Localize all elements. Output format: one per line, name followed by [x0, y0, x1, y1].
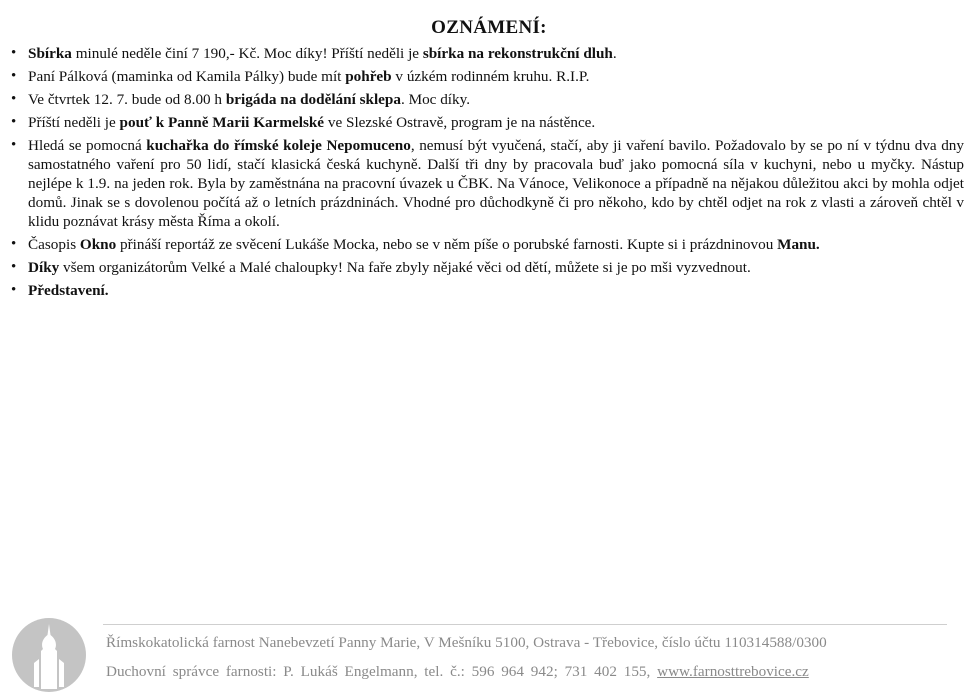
- list-item-introduction: [11, 279, 964, 302]
- item-text: . Moc díky.: [400, 91, 471, 108]
- bullet: •: [11, 259, 17, 275]
- bold-text: Okno: [79, 236, 117, 253]
- item-text: .: [612, 45, 617, 62]
- bold-text: sbírka na rekonstrukční dluh: [422, 45, 613, 62]
- announcement-title: OZNÁMENÍ:: [431, 17, 547, 38]
- item-text: ve Slezské Ostravě, program je na nástěnce.: [324, 114, 596, 131]
- church-logo-icon: [9, 615, 89, 695]
- bullet: •: [11, 114, 17, 130]
- list-item-thanks: [11, 256, 964, 279]
- item-text: Příští neděli je: [28, 114, 120, 131]
- bold-text: pohřeb: [345, 68, 392, 85]
- bullet: •: [11, 45, 17, 61]
- item-text: minulé neděle činí 7 190,- Kč. Moc díky! Příští neděli je: [71, 45, 423, 62]
- bold-text: Představení.: [28, 282, 109, 299]
- list-item-magazine: [11, 233, 964, 256]
- item-text: , nemusí být vyučená, stačí, aby ji vaření bavilo. Požadovalo by se po ní v týdnu dva dny samostatného vaření pro 50 lidí, stačí klasická česká kuchyně. Další tři dny by pracovala buď jako pomocná síla v kuchyni, nebo u myčky. Nástup nejlépe k 1.9. na jeden rok. Byla by zaměstnána na pracovní úvazek u ČBK. Na Vánoce, Velikonoce a případně na nějakou důležitou akci by mohla odjet domů. Jinak se s dovolenou počítá až o letních prázdninách. Vhodné pro důchodkyně či pro někoho, kdo by chtěl odjet na rok z vlasti a zároveň chtěl v klidu poznávat krásy města Říma a okolí.: [28, 137, 964, 230]
- item-text: všem organizátorům Velké a Malé chaloupky! Na faře zbyly nějaké věci od dětí, můžete si je po mši vyzvednout.: [59, 259, 751, 276]
- list-item-collection: [11, 42, 964, 65]
- item-text: v úzkém rodinném kruhu. R.I.P.: [391, 68, 590, 85]
- item-text: Paní Pálková (maminka od Kamila Pálky) bude mít: [28, 68, 346, 85]
- announcement-list: [11, 42, 964, 302]
- bullet: •: [11, 236, 17, 252]
- list-item-pilgrimage: [11, 111, 964, 134]
- bullet: •: [11, 91, 17, 107]
- bold-text: kuchařka do římské koleje Nepomuceno: [146, 137, 411, 154]
- item-text: Časopis: [28, 236, 80, 253]
- footer-contact-text: Duchovní správce farnosti: P. Lukáš Engelmann, tel. č.: 596 964 942; 731 402 155,: [106, 663, 658, 680]
- item-text: Ve čtvrtek 12. 7. bude od 8.00 h: [28, 91, 226, 108]
- item-text: Hledá se pomocná: [28, 137, 147, 154]
- website-link[interactable]: www.farnosttrebovice.cz: [657, 663, 809, 680]
- footer-divider: [103, 624, 947, 625]
- item-text: přináší reportáž ze svěcení Lukáše Mocka, nebo se v něm píše o porubské farnosti. Kupte si i prázdninovou: [116, 236, 778, 253]
- footer-parish-info: Římskokatolická farnost Nanebevzetí Panny Marie, V Mešníku 5100, Ostrava - Třebovice, číslo účtu 110314588/0300: [106, 634, 827, 651]
- bullet: •: [11, 68, 17, 84]
- bold-text: pouť k Panně Marii Karmelské: [119, 114, 325, 131]
- bold-text: brigáda na dodělání sklepa: [225, 91, 401, 108]
- bold-text: Díky: [28, 259, 60, 276]
- list-item-cook-wanted: [11, 134, 964, 233]
- list-item-work-brigade: [11, 88, 964, 111]
- bullet: •: [11, 137, 17, 153]
- bold-text: Sbírka: [28, 45, 72, 62]
- footer-contact: [106, 663, 809, 681]
- bold-text: Manu.: [777, 236, 820, 253]
- bullet: •: [11, 282, 17, 298]
- list-item-funeral: [11, 65, 964, 88]
